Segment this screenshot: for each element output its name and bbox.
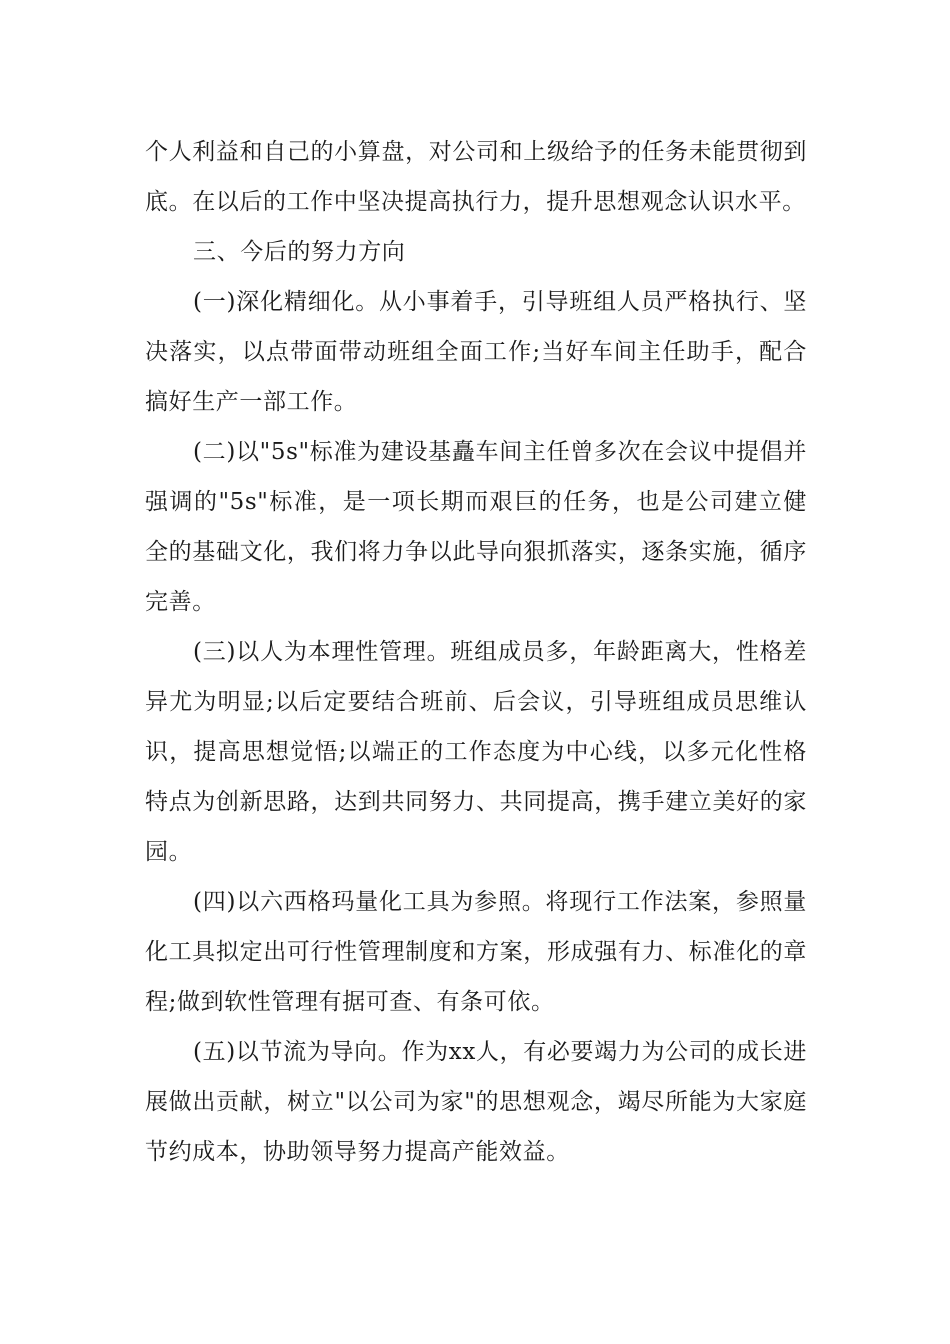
paragraph-item-3: (三)以人为本理性管理。班组成员多，年龄距离大，性格差异尤为明显;以后定要结合班前、后会议，引导班组成员思维认识，提高思想觉悟;以端正的工作态度为中心线，以多元化性格特点为创新思路，达到共同努力、共同提高，携手建立美好的家园。	[145, 639, 807, 865]
paragraph-item-1: (一)深化精细化。从小事着手，引导班组人员严格执行、坚决落实，以点带面带动班组全面工作;当好车间主任助手，配合搞好生产一部工作。	[145, 289, 807, 415]
section-heading: 三、今后的努力方向	[193, 239, 406, 265]
document-body	[145, 127, 807, 1177]
paragraph-continuation: 个人利益和自己的小算盘，对公司和上级给予的任务未能贯彻到底。在以后的工作中坚决提高执行力，提升思想观念认识水平。	[145, 139, 807, 215]
paragraph-item-4: (四)以六西格玛量化工具为参照。将现行工作法案，参照量化工具拟定出可行性管理制度和方案，形成强有力、标准化的章程;做到软性管理有据可查、有条可依。	[145, 889, 807, 1015]
paragraph-item-2: (二)以"5s"标准为建设基矗车间主任曾多次在会议中提倡并强调的"5s"标准，是一项长期而艰巨的任务，也是公司建立健全的基础文化，我们将力争以此导向狠抓落实，逐条实施，循序完善。	[145, 439, 807, 615]
paragraph-item-5: (五)以节流为导向。作为xx人，有必要竭力为公司的成长进展做出贡献，树立"以公司为家"的思想观念，竭尽所能为大家庭节约成本，协助领导努力提高产能效益。	[145, 1039, 807, 1165]
